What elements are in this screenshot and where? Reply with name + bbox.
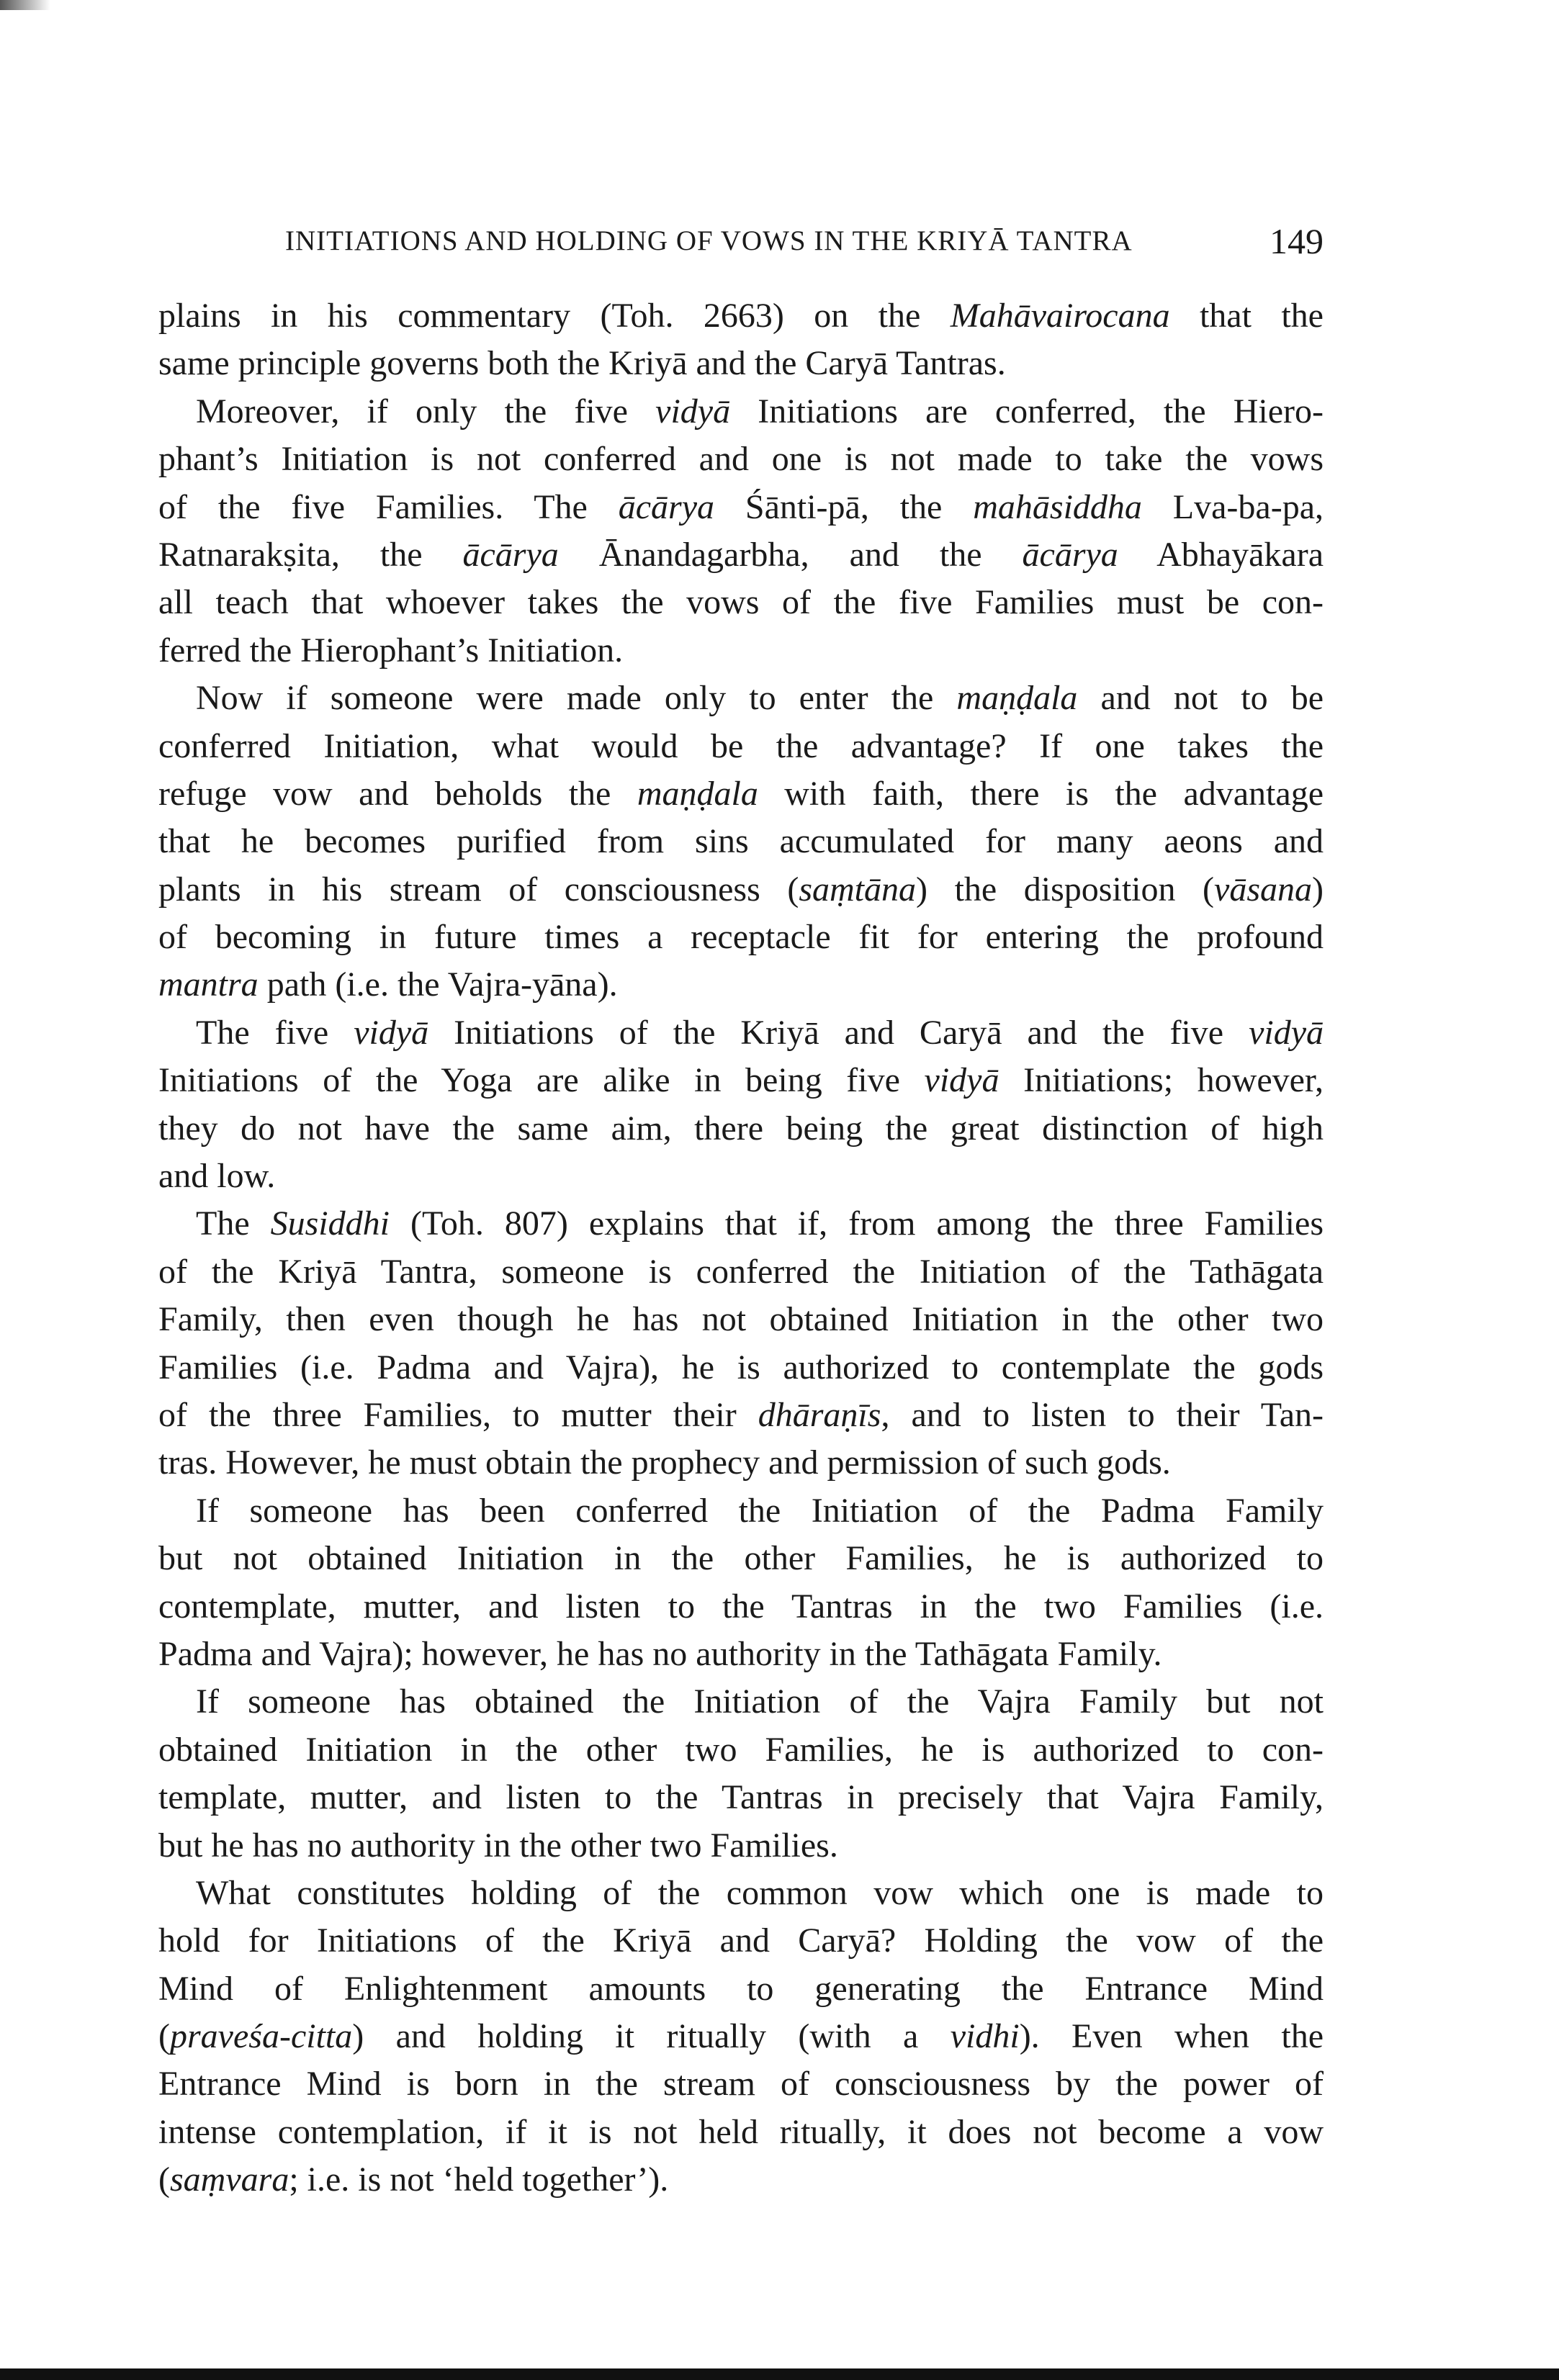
text-run: Initiations are conferred, the Hiero- bbox=[730, 392, 1324, 431]
italic-term: saṃtāna bbox=[799, 870, 917, 909]
text-run: If someone has obtained the Initiation of the Vajra Family but not bbox=[196, 1682, 1324, 1721]
text-line bbox=[158, 1583, 1324, 1631]
text-line bbox=[158, 1248, 1324, 1296]
text-line bbox=[158, 1822, 1324, 1870]
text-run: template, mutter, and listen to the Tantras in precisely that Vajra Family, bbox=[158, 1778, 1324, 1817]
text-line bbox=[158, 1774, 1324, 1821]
text-run: plants in his stream of consciousness ( bbox=[158, 870, 799, 909]
text-run: but he has no authority in the other two Families. bbox=[158, 1826, 838, 1865]
text-run: of the Kriyā Tantra, someone is conferred the Initiation of the Tathāgata bbox=[158, 1252, 1324, 1291]
text-run: of the five Families. The bbox=[158, 487, 619, 526]
text-line bbox=[158, 1105, 1324, 1153]
text-line bbox=[158, 1965, 1324, 2013]
italic-term: ācārya bbox=[618, 487, 714, 526]
italic-term: praveśa-citta bbox=[169, 2017, 353, 2056]
page-number: 149 bbox=[1270, 221, 1324, 261]
text-line bbox=[158, 1200, 1324, 1248]
text-line bbox=[158, 1535, 1324, 1582]
italic-term: vidyā bbox=[924, 1061, 999, 1100]
text-run: Śānti-pā, the bbox=[714, 487, 974, 526]
text-run: Ānandagarbha, and the bbox=[558, 535, 1023, 574]
text-line bbox=[158, 484, 1324, 531]
text-line bbox=[158, 1296, 1324, 1343]
text-run: Moreover, if only the five bbox=[196, 392, 656, 431]
text-line bbox=[158, 2060, 1324, 2108]
text-line bbox=[158, 1726, 1324, 1774]
text-line bbox=[158, 1439, 1324, 1487]
italic-term: maṇḍala bbox=[956, 679, 1078, 718]
text-run: Initiations; however, bbox=[999, 1061, 1324, 1100]
text-run: Lva-ba-pa, bbox=[1141, 487, 1324, 526]
text-line bbox=[158, 436, 1324, 483]
italic-term: ācārya bbox=[1022, 535, 1118, 574]
text-line bbox=[158, 2013, 1324, 2060]
text-run: that he becomes purified from sins accumulated for many aeons and bbox=[158, 822, 1324, 861]
text-run: of the three Families, to mutter their bbox=[158, 1395, 758, 1434]
text-line bbox=[158, 1392, 1324, 1439]
text-run: ) the disposition ( bbox=[916, 870, 1215, 909]
text-run: Padma and Vajra); however, he has no authority in the Tathāgata Family. bbox=[158, 1634, 1162, 1673]
body-text bbox=[158, 292, 1324, 2204]
text-run: (Toh. 807) explains that if, from among the three Families bbox=[389, 1204, 1324, 1243]
running-head: INITIATIONS AND HOLDING OF VOWS IN THE KRIYĀ TANTRA bbox=[285, 225, 1133, 256]
text-line bbox=[158, 340, 1324, 387]
text-run: path (i.e. the Vajra-yāna). bbox=[258, 965, 618, 1004]
italic-term: saṃvara bbox=[169, 2160, 289, 2199]
italic-term: Mahāvairocana bbox=[950, 297, 1170, 335]
italic-term: ācārya bbox=[462, 535, 559, 574]
text-run: ferred the Hierophant’s Initiation. bbox=[158, 631, 624, 670]
text-run: The five bbox=[196, 1013, 354, 1052]
text-run: Mind of Enlightenment amounts to generating the Entrance Mind bbox=[158, 1969, 1324, 2008]
text-run: Initiations of the Yoga are alike in being five bbox=[158, 1061, 925, 1100]
text-run: refuge vow and beholds the bbox=[158, 774, 637, 813]
text-run: ( bbox=[158, 2017, 170, 2056]
text-line bbox=[158, 1917, 1324, 1965]
text-run: , and to listen to their Tan- bbox=[881, 1395, 1324, 1434]
text-line bbox=[158, 1009, 1324, 1057]
text-run: and low. bbox=[158, 1157, 276, 1196]
italic-term: vidyā bbox=[1249, 1013, 1324, 1052]
text-run: intense contemplation, if it is not held ritually, it does not become a vow bbox=[158, 2112, 1324, 2151]
text-run: phant’s Initiation is not conferred and one is not made to take the vows bbox=[158, 440, 1324, 479]
page-header bbox=[285, 221, 1324, 268]
text-line bbox=[158, 818, 1324, 865]
text-line bbox=[158, 388, 1324, 436]
text-run: Family, then even though he has not obtained Initiation in the other two bbox=[158, 1300, 1324, 1339]
italic-term: vidyā bbox=[354, 1013, 429, 1052]
text-run: that the bbox=[1169, 297, 1324, 335]
text-line bbox=[158, 1487, 1324, 1535]
text-run: Now if someone were made only to enter the bbox=[196, 679, 957, 718]
text-run: tras. However, he must obtain the prophecy and permission of such gods. bbox=[158, 1443, 1171, 1482]
text-line bbox=[158, 1678, 1324, 1726]
text-line bbox=[158, 627, 1324, 675]
text-run: and not to be bbox=[1077, 679, 1324, 718]
text-run: but not obtained Initiation in the other Families, he is authorized to bbox=[158, 1539, 1324, 1578]
text-run: hold for Initiations of the Kriyā and Caryā? Holding the vow of the bbox=[158, 1921, 1324, 1960]
text-run: they do not have the same aim, there being the great distinction of high bbox=[158, 1109, 1324, 1148]
text-line bbox=[158, 723, 1324, 770]
text-line bbox=[158, 531, 1324, 579]
text-run: If someone has been conferred the Initiation of the Padma Family bbox=[196, 1491, 1324, 1530]
italic-term: vāsana bbox=[1214, 870, 1313, 909]
text-run: ( bbox=[158, 2160, 170, 2199]
text-line bbox=[158, 1057, 1324, 1104]
text-line bbox=[158, 292, 1324, 340]
text-run: contemplate, mutter, and listen to the Tantras in the two Families (i.e. bbox=[158, 1587, 1324, 1626]
text-line bbox=[158, 1344, 1324, 1392]
text-line bbox=[158, 770, 1324, 818]
text-line bbox=[158, 1870, 1324, 1917]
text-line bbox=[158, 1153, 1324, 1200]
text-run: conferred Initiation, what would be the advantage? If one takes the bbox=[158, 726, 1324, 765]
italic-term: mahāsiddha bbox=[973, 487, 1142, 526]
text-run: ) and holding it ritually (with a bbox=[352, 2017, 951, 2056]
text-line bbox=[158, 2156, 1324, 2204]
text-run: of becoming in future times a receptacle fit for entering the profound bbox=[158, 918, 1324, 957]
text-line bbox=[158, 1631, 1324, 1678]
text-line bbox=[158, 579, 1324, 626]
text-run: Initiations of the Kriyā and Caryā and the five bbox=[428, 1013, 1249, 1052]
text-run: plains in his commentary (Toh. 2663) on the bbox=[158, 297, 951, 335]
text-run: with faith, there is the advantage bbox=[758, 774, 1324, 813]
italic-term: maṇḍala bbox=[637, 774, 758, 813]
text-line bbox=[158, 675, 1324, 722]
text-line bbox=[158, 914, 1324, 961]
text-run: ) bbox=[1312, 870, 1324, 909]
text-run: Abhayākara bbox=[1118, 535, 1324, 574]
text-line bbox=[158, 961, 1324, 1009]
scan-bottom-edge bbox=[0, 2368, 1559, 2380]
italic-term: vidyā bbox=[655, 392, 731, 431]
italic-term: dhāraṇīs bbox=[758, 1395, 881, 1434]
italic-term: Susiddhi bbox=[270, 1204, 390, 1243]
text-run: all teach that whoever takes the vows of the five Families must be con- bbox=[158, 583, 1324, 622]
italic-term: mantra bbox=[158, 965, 259, 1004]
text-run: Families (i.e. Padma and Vajra), he is authorized to contemplate the gods bbox=[158, 1348, 1324, 1387]
text-run: Entrance Mind is born in the stream of consciousness by the power of bbox=[158, 2065, 1324, 2104]
text-run: ; i.e. is not ‘held together’). bbox=[289, 2160, 669, 2199]
text-run: ). Even when the bbox=[1019, 2017, 1324, 2056]
text-run: The bbox=[196, 1204, 271, 1243]
italic-term: vidhi bbox=[950, 2017, 1020, 2056]
text-run: same principle governs both the Kriyā and the Caryā Tantras. bbox=[158, 344, 1006, 383]
text-line bbox=[158, 866, 1324, 914]
text-run: What constitutes holding of the common vow which one is made to bbox=[196, 1873, 1324, 1912]
text-line bbox=[158, 2109, 1324, 2156]
text-run: Ratnarakṣita, the bbox=[158, 535, 463, 574]
scan-edge-mark bbox=[0, 0, 50, 10]
text-run: obtained Initiation in the other two Families, he is authorized to con- bbox=[158, 1730, 1324, 1769]
